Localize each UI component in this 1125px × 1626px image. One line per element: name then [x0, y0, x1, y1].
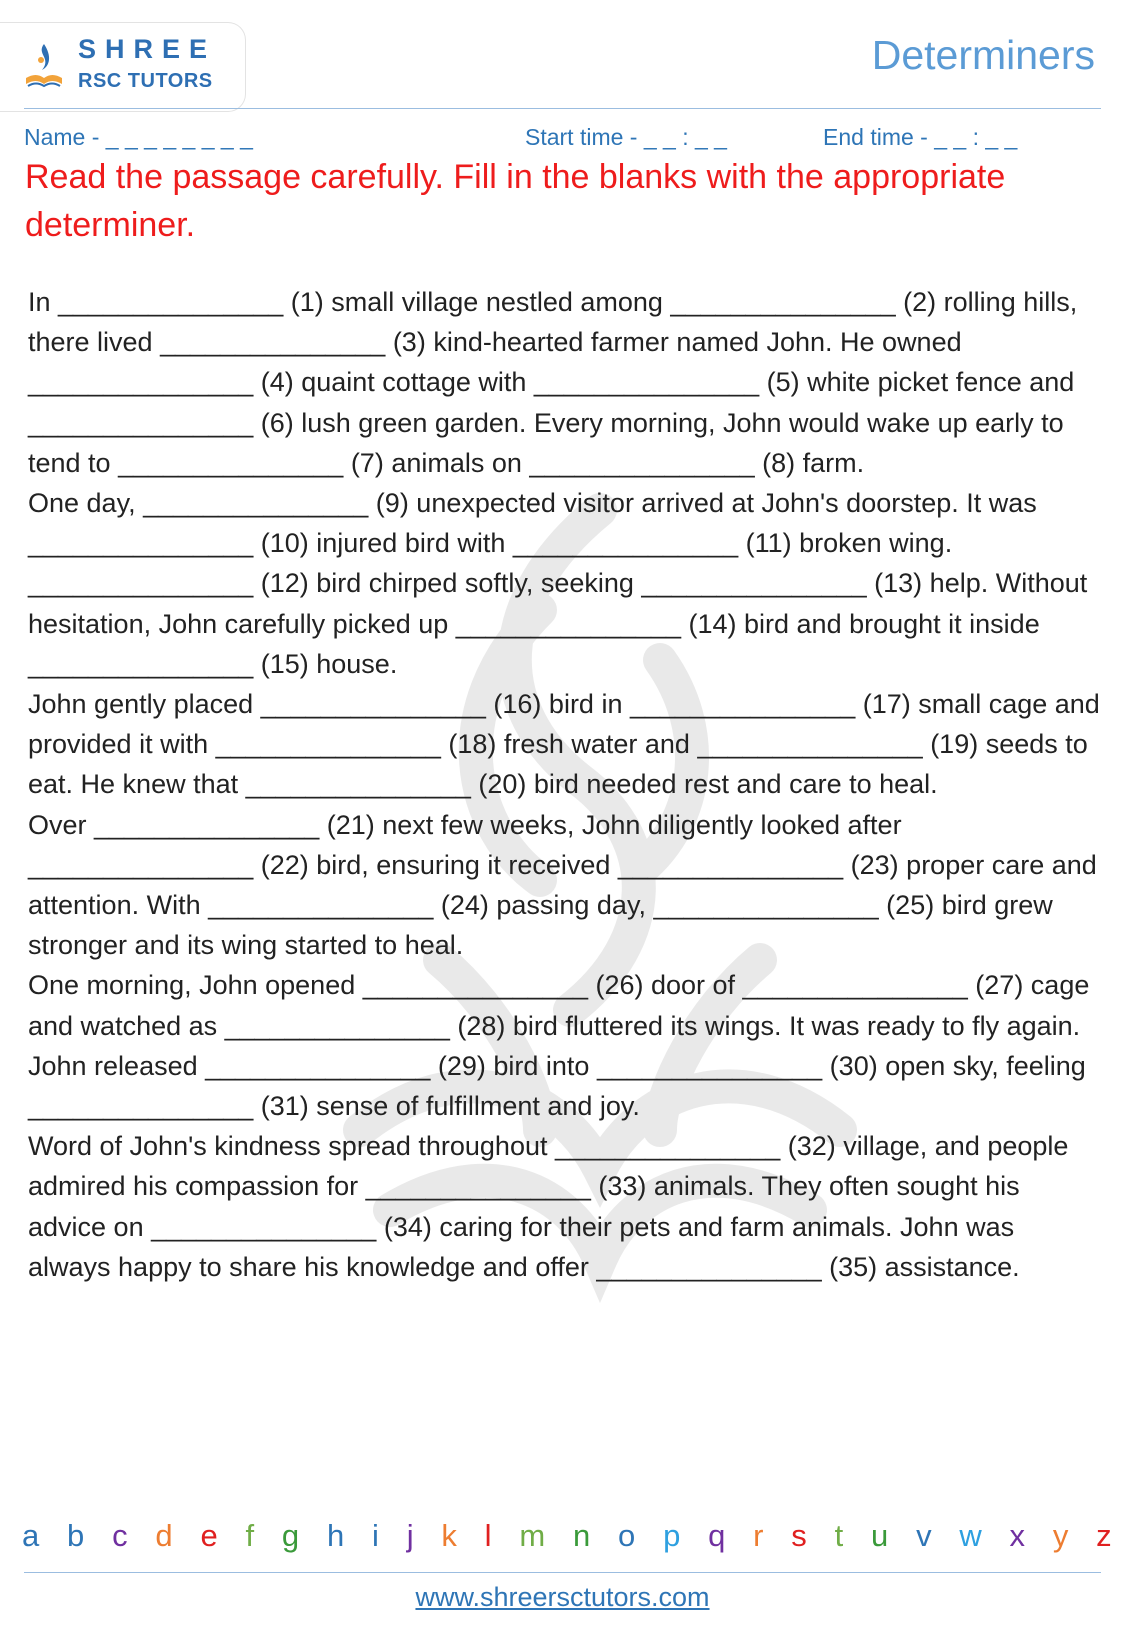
alphabet-letter: q [708, 1518, 726, 1553]
alphabet-letter: j [406, 1518, 414, 1553]
instruction-text: Read the passage carefully. Fill in the blanks with the appropriate determiner. [25, 158, 1006, 244]
name-field[interactable]: Name - _ _ _ _ _ _ _ _ [24, 124, 253, 150]
alphabet-letter: a [22, 1518, 40, 1553]
alphabet-letter: g [281, 1518, 300, 1553]
footer-divider [24, 1572, 1101, 1573]
alphabet-letter: h [326, 1518, 345, 1553]
alphabet-letter: f [245, 1518, 255, 1553]
logo-flame-book-icon [22, 40, 66, 90]
alphabet-letter: y [1052, 1518, 1069, 1553]
start-time-field[interactable]: Start time - _ _ : _ _ [525, 124, 727, 150]
alphabet-letter: e [200, 1518, 218, 1553]
logo-brand-subtitle: RSC TUTORS [78, 70, 213, 92]
alphabet-letter: t [834, 1518, 844, 1553]
passage-paragraph: Word of John's kindness spread throughout _______________ (32) village, and people admired his compassion for _______________ (33) animals. They often sought his advice on _______________ (34) caring for their pets and farm animals. John was always happy to share his knowledge and offer _______________ (35) assistance. [28, 1131, 1069, 1282]
alphabet-letter: x [1009, 1518, 1026, 1553]
alphabet-letter: z [1096, 1518, 1112, 1553]
alphabet-letter: o [618, 1518, 636, 1553]
passage-paragraph: In _______________ (1) small village nestled among _______________ (2) rolling hills, there lived _______________ (3) kind-hearted farmer named John. He owned _______________ (4) quaint cottage with _______________ (5) white picket fence and _______________ (6) lush green garden. Every morning, John would wake up early to tend to _______________ (7) animals on _______________ (8) farm. [28, 287, 1078, 478]
passage-paragraph: One day, _______________ (9) unexpected visitor arrived at John's doorstep. It was _______________ (10) injured bird with _______________ (11) broken wing. _______________ (12) bird chirped softly, seeking _______________ (13) help. Without hesitation, John carefully picked up _______________ (14) bird and brought it inside _______________ (15) house. [28, 488, 1088, 679]
alphabet-letter: u [871, 1518, 889, 1553]
alphabet-letter: p [663, 1518, 681, 1553]
alphabet-letter: i [372, 1518, 379, 1553]
website-link[interactable]: www.shreersctutors.com [415, 1582, 710, 1612]
alphabet-letter: l [484, 1518, 492, 1553]
header-divider [24, 108, 1101, 109]
alphabet-letter: c [112, 1518, 128, 1553]
alphabet-letter: b [67, 1518, 85, 1553]
alphabet-letter: n [572, 1518, 591, 1553]
alphabet-letter: k [441, 1518, 457, 1553]
logo-brand-name: SHREE [78, 34, 217, 64]
end-time-field[interactable]: End time - _ _ : _ _ [823, 124, 1018, 150]
alphabet-letter: w [959, 1518, 982, 1553]
alphabet-letter: d [155, 1518, 173, 1553]
passage-paragraph: Over _______________ (21) next few weeks, John diligently looked after _______________ (22) bird, ensuring it received _______________ (23) proper care and attention. With _______________ (24) passing day, _______________ (25) bird grew stronger and its wing started to heal. [28, 809, 1097, 961]
passage-paragraph: John gently placed _______________ (16) bird in _______________ (17) small cage and provided it with _______________ (18) fresh water and _______________ (19) seeds to eat. He knew that _______________ (20) bird needed rest and care to heal. [28, 689, 1100, 800]
alphabet-letter: v [916, 1518, 932, 1553]
alphabet-letter: m [519, 1518, 546, 1553]
passage-paragraph: One morning, John opened _______________ (26) door of _______________ (27) cage and watched as _______________ (28) bird fluttered its wings. It was ready to fly again. John released _______________ (29) bird into _______________ (30) open sky, feeling _______________ (31) sense of fulfillment and joy. [28, 970, 1090, 1122]
alphabet-letter: r [753, 1518, 764, 1553]
alphabet-letter: s [791, 1518, 807, 1553]
alphabet-strip [22, 1518, 1112, 1554]
reading-passage [28, 282, 1103, 1287]
worksheet-topic-title: Determiners [871, 32, 1095, 78]
